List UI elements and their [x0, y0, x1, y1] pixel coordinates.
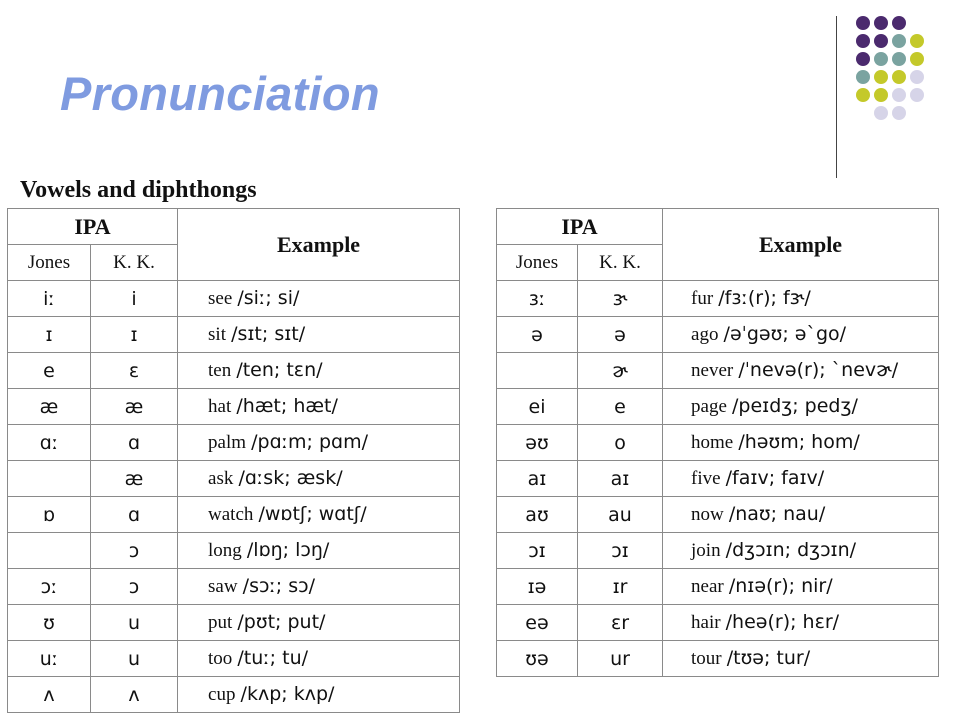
example-word: sit [208, 324, 226, 345]
decorative-dot [874, 16, 888, 30]
example-cell [663, 497, 939, 533]
example-word: ago [691, 324, 719, 345]
jones-cell: əʊ [497, 425, 578, 461]
decorative-dot-grid [0, 0, 960, 200]
jones-cell: ei [497, 389, 578, 425]
table-row [8, 353, 460, 389]
vowels-table [7, 208, 460, 713]
example-word: ask [208, 468, 234, 489]
example-transcription: /dʒɔɪn; dʒɔɪn/ [725, 539, 857, 561]
example-word: see [208, 288, 233, 309]
example-transcription: /heə(r); hɛr/ [725, 611, 840, 633]
jones-cell: ʊ [8, 605, 91, 641]
kk-cell: ɛ [91, 353, 178, 389]
example-transcription: /əˈgəʊ; əˋgo/ [723, 323, 847, 345]
jones-cell: aʊ [497, 497, 578, 533]
example-cell [178, 677, 460, 713]
jones-cell: uː [8, 641, 91, 677]
decorative-dot [892, 70, 906, 84]
decorative-dot [874, 88, 888, 102]
example-transcription: /ɑːsk; æsk/ [238, 467, 343, 489]
example-transcription: /naʊ; nau/ [728, 503, 826, 525]
decorative-dot [874, 34, 888, 48]
jones-cell: æ [8, 389, 91, 425]
jones-cell: aɪ [497, 461, 578, 497]
kk-cell: ur [578, 641, 663, 677]
example-cell [663, 641, 939, 677]
decorative-dot [910, 70, 924, 84]
example-transcription: /tʊə; tur/ [726, 647, 811, 669]
example-cell [178, 317, 460, 353]
example-transcription: /həʊm; hom/ [738, 431, 860, 453]
example-word: hat [208, 396, 232, 417]
example-cell [663, 317, 939, 353]
decorative-dot [910, 52, 924, 66]
kk-cell: au [578, 497, 663, 533]
example-transcription: /sɪt; sɪt/ [231, 323, 306, 345]
jones-cell [497, 353, 578, 389]
kk-header: K. K. [91, 245, 178, 281]
decorative-dot [856, 70, 870, 84]
example-cell [178, 533, 460, 569]
example-transcription: /sɔː; sɔ/ [242, 575, 315, 597]
kk-cell: æ [91, 389, 178, 425]
example-word: hair [691, 612, 721, 633]
table-row [8, 605, 460, 641]
example-cell [178, 641, 460, 677]
example-word: too [208, 648, 233, 669]
jones-cell: ɔɪ [497, 533, 578, 569]
example-transcription: /lɒŋ; lɔŋ/ [246, 539, 330, 561]
kk-cell: ɝ [578, 281, 663, 317]
diphthongs-table-body [497, 281, 939, 677]
jones-header: Jones [8, 245, 91, 281]
kk-cell: e [578, 389, 663, 425]
kk-cell: ɪr [578, 569, 663, 605]
decorative-dot [892, 106, 906, 120]
example-transcription: /ˈnevə(r); ˋnevɚ/ [738, 359, 899, 381]
example-word: saw [208, 576, 238, 597]
jones-cell: ʊə [497, 641, 578, 677]
decorative-dot [874, 106, 888, 120]
kk-cell: ɔ [91, 569, 178, 605]
example-transcription: /faɪv; faɪv/ [725, 467, 825, 489]
kk-cell: o [578, 425, 663, 461]
table-row [497, 497, 939, 533]
table-row [497, 389, 939, 425]
kk-header: K. K. [578, 245, 663, 281]
kk-cell: i [91, 281, 178, 317]
jones-cell: ɔː [8, 569, 91, 605]
jones-cell: ə [497, 317, 578, 353]
table-row [8, 497, 460, 533]
example-transcription: /peɪdʒ; pedʒ/ [731, 395, 858, 417]
example-cell [663, 605, 939, 641]
table-row [497, 569, 939, 605]
table-row [497, 425, 939, 461]
kk-cell: ɛr [578, 605, 663, 641]
table-row [8, 389, 460, 425]
table-row [8, 569, 460, 605]
table-row [497, 281, 939, 317]
example-header: Example [178, 209, 460, 281]
ipa-header: IPA [8, 209, 178, 245]
example-transcription: /tuː; tu/ [237, 647, 309, 669]
example-word: now [691, 504, 724, 525]
jones-cell: eə [497, 605, 578, 641]
jones-cell: ɪə [497, 569, 578, 605]
table-row [497, 353, 939, 389]
table-row [497, 461, 939, 497]
table-row [8, 425, 460, 461]
kk-cell: ɑ [91, 497, 178, 533]
example-cell [663, 389, 939, 425]
example-word: five [691, 468, 721, 489]
kk-cell: ɔ [91, 533, 178, 569]
table-row [497, 533, 939, 569]
jones-cell: iː [8, 281, 91, 317]
example-word: home [691, 432, 734, 453]
table-row [497, 605, 939, 641]
jones-cell [8, 461, 91, 497]
example-word: watch [208, 504, 254, 525]
example-transcription: /hæt; hæt/ [236, 395, 338, 417]
kk-cell: ɑ [91, 425, 178, 461]
example-word: ten [208, 360, 232, 381]
example-cell [663, 569, 939, 605]
example-word: tour [691, 648, 722, 669]
example-transcription: /ten; tɛn/ [236, 359, 323, 381]
jones-cell: ɜː [497, 281, 578, 317]
kk-cell: u [91, 605, 178, 641]
example-transcription: /pɑːm; pɑm/ [251, 431, 369, 453]
decorative-dot [856, 34, 870, 48]
example-cell [178, 497, 460, 533]
example-word: never [691, 360, 734, 381]
table-row [8, 677, 460, 713]
example-transcription: /nɪə(r); nir/ [728, 575, 833, 597]
kk-cell: ə [578, 317, 663, 353]
decorative-dot [856, 52, 870, 66]
table-row [8, 641, 460, 677]
example-header: Example [663, 209, 939, 281]
kk-cell: u [91, 641, 178, 677]
decorative-dot [874, 70, 888, 84]
decorative-dot [892, 16, 906, 30]
example-cell [663, 353, 939, 389]
example-transcription: /wɒtʃ; wɑtʃ/ [258, 503, 367, 525]
slide-title: Pronunciation [60, 67, 380, 120]
table-row [8, 317, 460, 353]
jones-cell [8, 533, 91, 569]
example-word: near [691, 576, 724, 597]
kk-cell: ɪ [91, 317, 178, 353]
jones-cell: ɪ [8, 317, 91, 353]
jones-header: Jones [497, 245, 578, 281]
example-cell [663, 533, 939, 569]
table-row [8, 461, 460, 497]
section-subtitle: Vowels and diphthongs [20, 177, 257, 203]
decorative-dot [910, 88, 924, 102]
decorative-dot [856, 88, 870, 102]
ipa-header: IPA [497, 209, 663, 245]
example-word: palm [208, 432, 247, 453]
kk-cell: aɪ [578, 461, 663, 497]
example-word: fur [691, 288, 714, 309]
diphthongs-table [496, 208, 939, 677]
divider-line [836, 16, 837, 178]
kk-cell: æ [91, 461, 178, 497]
example-transcription: /fɜː(r); fɝ/ [718, 287, 811, 309]
jones-cell: ɑː [8, 425, 91, 461]
jones-cell: ɒ [8, 497, 91, 533]
example-word: cup [208, 684, 236, 705]
example-transcription: /kʌp; kʌp/ [240, 683, 335, 705]
example-cell [178, 569, 460, 605]
decorative-dot [910, 34, 924, 48]
table-row [8, 533, 460, 569]
example-cell [663, 425, 939, 461]
example-word: join [691, 540, 721, 561]
example-word: page [691, 396, 727, 417]
kk-cell: ʌ [91, 677, 178, 713]
example-cell [178, 389, 460, 425]
jones-cell: e [8, 353, 91, 389]
example-word: long [208, 540, 242, 561]
kk-cell: ɔɪ [578, 533, 663, 569]
table-row [497, 317, 939, 353]
example-cell [663, 281, 939, 317]
vowels-table-body [8, 281, 460, 713]
example-transcription: /siː; si/ [237, 287, 300, 309]
table-row [8, 281, 460, 317]
example-cell [178, 461, 460, 497]
table-row [497, 641, 939, 677]
example-word: put [208, 612, 233, 633]
decorative-dot [856, 16, 870, 30]
decorative-dot [874, 52, 888, 66]
example-cell [178, 281, 460, 317]
example-cell [178, 353, 460, 389]
example-cell [178, 605, 460, 641]
decorative-dot [892, 34, 906, 48]
jones-cell: ʌ [8, 677, 91, 713]
decorative-dot [892, 52, 906, 66]
example-cell [663, 461, 939, 497]
kk-cell: ɚ [578, 353, 663, 389]
decorative-dot [892, 88, 906, 102]
example-transcription: /pʊt; put/ [237, 611, 326, 633]
example-cell [178, 425, 460, 461]
